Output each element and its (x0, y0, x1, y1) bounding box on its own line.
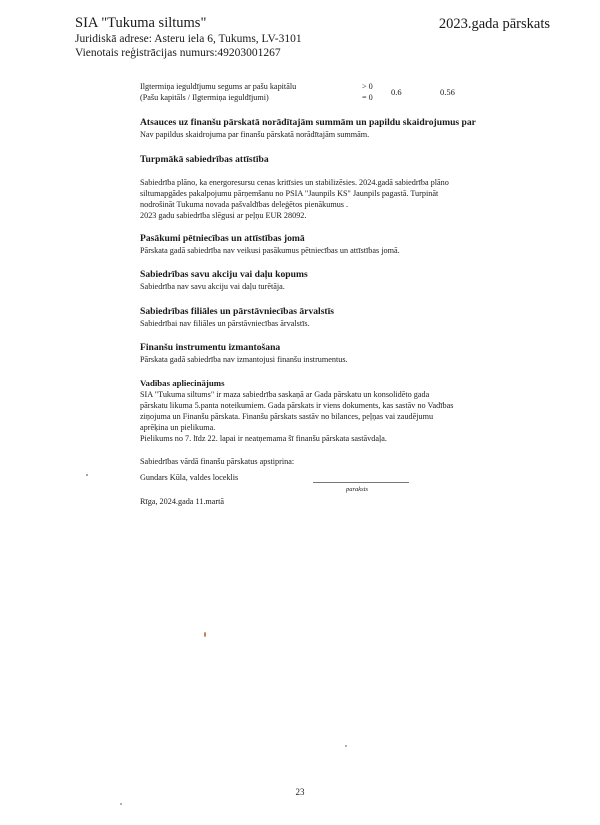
ratio-label: Ilgtermiņa ieguldījumu segums ar pašu kapitālu (140, 82, 297, 91)
section-own-shares (140, 269, 530, 292)
approval-statement: Sabiedrības vārdā finanšu pārskatus apstiprina: (140, 457, 295, 466)
registration-number: Vienotais reģistrācijas numurs:49203001267 (75, 47, 281, 59)
section-body: Sabiedrībai nav filiāles un pārstāvniecības ārvalstīs. (140, 319, 310, 328)
scan-speck (120, 803, 122, 805)
section-title: Atsauces uz finanšu pārskatā norādītajām summām un papildu skaidrojumus par (140, 117, 476, 128)
signature-line (313, 482, 409, 483)
section-instruments (140, 342, 530, 365)
section-title: Pasākumi pētniecības un attīstības jomā (140, 233, 305, 244)
scan-speck (204, 632, 206, 637)
section-body-line: nodrošināt Tukuma novada pašvaldības deleģētos pienākumus . (140, 200, 349, 209)
place-date: Rīga, 2024.gada 11.martā (140, 497, 225, 506)
section-title: Sabiedrības savu akciju vai daļu kopums (140, 269, 308, 280)
section-body: Pārskata gadā sabiedrība nav izmantojusi finanšu instrumentus. (140, 355, 348, 364)
section-body-line: pārskatu likuma 5.panta noteikumiem. Gada pārskats ir viens dokuments, kas sastāv no Vadības (140, 401, 454, 410)
ratio-indicator-eq: = 0 (362, 93, 373, 102)
section-body: Pārskata gadā sabiedrība nav veikusi pasākumus pētniecības un attīstības jomā. (140, 246, 400, 255)
scan-speck (86, 474, 88, 476)
section-body-line: Pielikums no 7. līdz 22. lapai ir neatņemama šī finanšu pārskata sastāvdaļa. (140, 434, 387, 443)
page-number: 23 (295, 787, 305, 797)
ratio-formula: (Pašu kapitāls / Ilgtermiņa ieguldījumi) (140, 93, 269, 102)
section-research (140, 233, 530, 256)
section-body: Nav papildus skaidrojuma par finanšu pārskatā norādītajām summām. (140, 130, 370, 139)
section-body-line: siltumapgādes pakalpojumu pārņemšanu no PSIA "Jaunpils KS" Jaunpils pagastā. Turpināt (140, 189, 439, 198)
section-title: Vadības apliecinājums (140, 378, 225, 388)
legal-address: Juridiskā adrese: Asteru iela 6, Tukums, LV-3101 (75, 33, 302, 45)
section-body-line: 2023 gadu sabiedrība slēgusi ar peļņu EUR 28092. (140, 211, 307, 220)
section-body: Sabiedrība nav savu akciju vai daļu turētāja. (140, 282, 285, 291)
section-body-line: ziņojuma un Finanšu pārskata. Finanšu pārskats sastāv no bilances, peļņas vai zaudējumu (140, 412, 434, 421)
section-branches (140, 306, 530, 329)
company-name: SIA "Tukuma siltums" (75, 15, 207, 31)
report-year: 2023.gada pārskats (438, 16, 550, 32)
section-title: Finanšu instrumentu izmantošana (140, 342, 281, 353)
section-management-statement (140, 377, 530, 444)
section-title: Sabiedrības filiāles un pārstāvniecības ārvalstīs (140, 306, 335, 317)
signature-caption: paraksts (346, 486, 369, 493)
ratio-indicator-gt: > 0 (362, 82, 373, 91)
section-body-line: SIA "Tukuma siltums" ir maza sabiedrība saskaņā ar Gada pārskatu un konsolidēto gada (140, 390, 430, 399)
section-title: Turpmākā sabiedrības attīstība (140, 154, 269, 165)
section-body-line: aprēķina un pielikuma. (140, 423, 216, 432)
signatory-name: Gundars Kūla, valdes loceklis (140, 473, 239, 482)
section-body-line: Sabiedrība plāno, ka energoresursu cenas kritīsies un stabilizēsies. 2024.gadā sabiedrība plāno (140, 178, 449, 187)
section-development (140, 154, 530, 221)
scan-speck (345, 745, 347, 747)
section-references (140, 117, 530, 140)
ratio-value-current: 0.6 (391, 87, 402, 97)
ratio-value-previous: 0.56 (440, 87, 455, 97)
